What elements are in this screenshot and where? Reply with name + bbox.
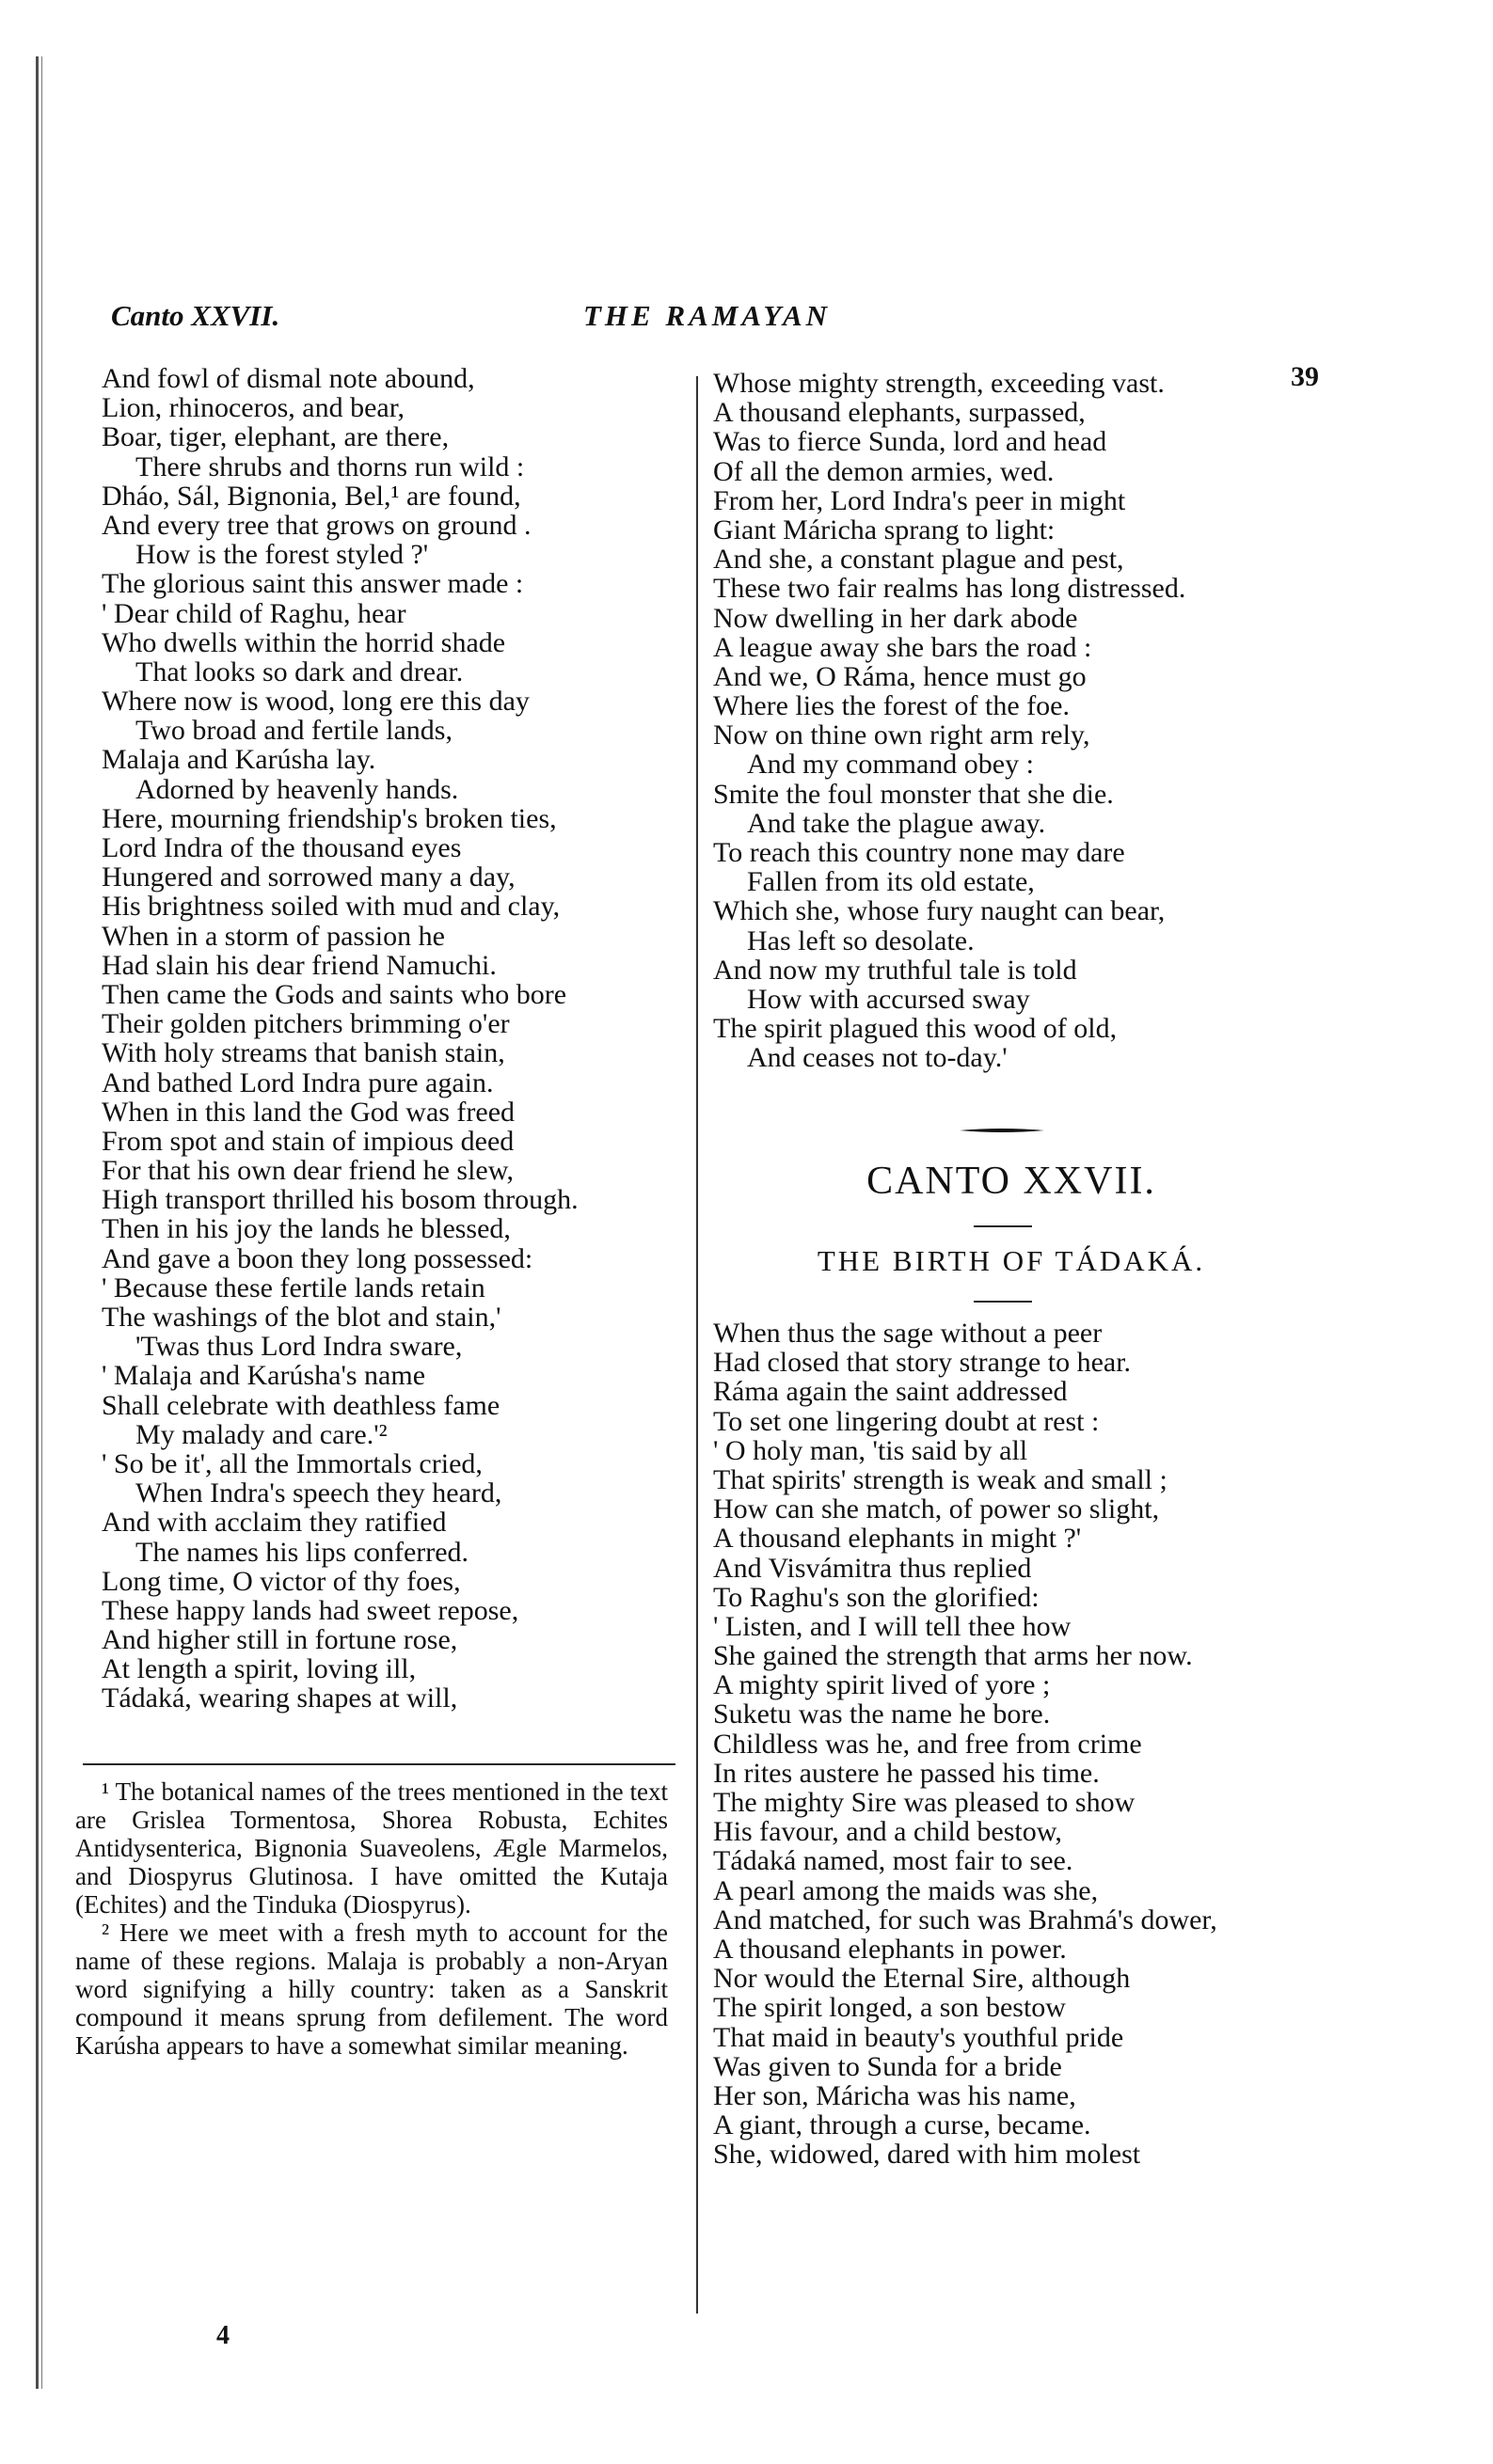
canto-subtitle: THE BIRTH OF TÁDAKÁ. (817, 1244, 1206, 1277)
verse-line: She, widowed, dared with him molest (713, 2139, 1141, 2171)
verse-line: From spot and stain of impious deed (102, 1125, 515, 1157)
verse-line: And higher still in fortune rose, (102, 1624, 458, 1656)
verse-line: Their golden pitchers brimming o'er (102, 1008, 510, 1040)
verse-line: And fowl of dismal note abound, (102, 363, 475, 394)
verse-line: Here, mourning friendship's broken ties, (102, 802, 557, 834)
verse-line: From her, Lord Indra's peer in might (713, 484, 1126, 516)
verse-line: When in a storm of passion he (102, 920, 445, 952)
verse-line: Tádaká named, most fair to see. (713, 1845, 1073, 1877)
verse-line: Which she, whose fury naught can bear, (713, 895, 1166, 927)
verse-line: Malaja and Karúsha lay. (102, 744, 376, 776)
verse-line: Now on thine own right arm rely, (713, 719, 1090, 751)
verse-line: Then in his joy the lands he blessed, (102, 1213, 511, 1245)
verse-line: Whose mighty strength, exceeding vast. (713, 368, 1165, 399)
verse-line: The glorious saint this answer made : (102, 568, 524, 600)
verse-line: Suketu was the name he bore. (713, 1698, 1051, 1730)
verse-line: A league away she bars the road : (713, 631, 1092, 663)
verse-line: 'Twas thus Lord Indra sware, (135, 1331, 463, 1363)
footnote-separator (83, 1763, 675, 1765)
verse-line: Dháo, Sál, Bignonia, Bel,¹ are found, (102, 480, 521, 512)
verse-line: To set one lingering doubt at rest : (713, 1405, 1100, 1437)
verse-line: Adorned by heavenly hands. (135, 773, 459, 805)
verse-line: A giant, through a curse, became. (713, 2109, 1091, 2141)
verse-line: ' Malaja and Karúsha's name (102, 1360, 426, 1392)
verse-line: She gained the strength that arms her now. (713, 1640, 1193, 1672)
verse-line: That maid in beauty's youthful pride (713, 2021, 1124, 2053)
verse-line: ' Dear child of Raghu, hear (102, 597, 406, 629)
verse-line: Ráma again the saint addressed (713, 1376, 1068, 1408)
verse-line: And Visvámitra thus replied (713, 1552, 1032, 1584)
verse-line: Shall celebrate with deathless fame (102, 1389, 500, 1421)
verse-line: When thus the sage without a peer (713, 1318, 1103, 1349)
verse-line: And every tree that grows on ground . (102, 509, 532, 541)
footnote-1: ¹ The botanical names of the trees mentioned in the text are Grislea Tormentosa, Shorea Robusta, Echites Antidysenterica, Bignonia Suaveolens, Ægle Marmelos, and Diospyrus Glutinosa. I have omitted the Kutaja (Echites) and the Tinduka (Diospyrus). (75, 1777, 668, 1919)
verse-line: And take the plague away. (747, 807, 1046, 839)
verse-line: Smite the foul monster that she die. (713, 778, 1114, 810)
verse-line: The spirit longed, a son bestow (713, 1992, 1066, 2024)
verse-line: To Raghu's son the glorified: (713, 1581, 1040, 1613)
right-verse-column-bottom (713, 1319, 1315, 2169)
verse-line: Childless was he, and free from crime (713, 1728, 1142, 1760)
subtitle-rule (974, 1301, 1032, 1303)
verse-line: And we, O Ráma, hence must go (713, 660, 1087, 692)
verse-line: ' O holy man, 'tis said by all (713, 1434, 1028, 1466)
footnotes (75, 1777, 668, 2060)
verse-line: ' Listen, and I will tell thee how (713, 1610, 1072, 1642)
verse-line: A thousand elephants in might ?' (713, 1523, 1082, 1555)
verse-line: And my command obey : (747, 749, 1034, 781)
verse-line: The washings of the blot and stain,' (102, 1302, 501, 1333)
verse-line: Her son, Máricha was his name, (713, 2079, 1076, 2111)
verse-line: In rites austere he passed his time. (713, 1757, 1100, 1789)
verse-line: These happy lands had sweet repose, (102, 1594, 519, 1626)
verse-line: ' Because these fertile lands retain (102, 1271, 485, 1303)
verse-line: Hungered and sorrowed many a day, (102, 861, 516, 893)
verse-line: How with accursed sway (747, 983, 1030, 1015)
verse-line: ' So be it', all the Immortals cried, (102, 1447, 483, 1479)
verse-line: There shrubs and thorns run wild : (135, 450, 525, 482)
column-divider (696, 376, 698, 2314)
verse-line: That spirits' strength is weak and small ; (713, 1463, 1167, 1495)
signature-mark: 4 (216, 2321, 230, 2350)
verse-line: A mighty spirit lived of yore ; (713, 1669, 1051, 1701)
verse-line: When Indra's speech they heard, (135, 1477, 502, 1509)
verse-line: At length a spirit, loving ill, (102, 1653, 417, 1685)
verse-line: With holy streams that banish stain, (102, 1037, 505, 1069)
verse-line: Then came the Gods and saints who bore (102, 978, 567, 1010)
verse-line: His favour, and a child bestow, (713, 1816, 1062, 1848)
verse-line: Boar, tiger, elephant, are there, (102, 421, 450, 453)
verse-line: Nor would the Eternal Sire, although (713, 1963, 1131, 1995)
verse-line: Of all the demon armies, wed. (713, 455, 1055, 487)
verse-line: Two broad and fertile lands, (135, 715, 453, 747)
verse-line: Fallen from its old estate, (747, 866, 1035, 898)
verse-line: Giant Máricha sprang to light: (713, 513, 1056, 545)
ornament-dash (960, 1128, 1044, 1133)
verse-line: Tádaká, wearing shapes at will, (102, 1682, 458, 1714)
verse-line: For that his own dear friend he slew, (102, 1155, 514, 1187)
verse-line: High transport thrilled his bosom through. (102, 1184, 579, 1216)
verse-line: And with acclaim they ratified (102, 1507, 447, 1539)
verse-line: Was to fierce Sunda, lord and head (713, 426, 1107, 458)
verse-line: A thousand elephants in power. (713, 1933, 1067, 1965)
verse-line: The mighty Sire was pleased to show (713, 1787, 1136, 1818)
verse-line: These two fair realms has long distressed. (713, 573, 1186, 605)
verse-line: A thousand elephants, surpassed, (713, 397, 1086, 429)
verse-line: How is the forest styled ?' (135, 539, 429, 571)
running-header-title: THE RAMAYAN (583, 299, 832, 332)
verse-line: And now my truthful tale is told (713, 954, 1077, 986)
verse-line: Had slain his dear friend Namuchi. (102, 949, 497, 981)
verse-line: His brightness soiled with mud and clay, (102, 891, 561, 923)
page-number: 39 (1291, 361, 1319, 392)
verse-line: Was given to Sunda for a bride (713, 2050, 1062, 2082)
verse-line: Has left so desolate. (747, 924, 975, 956)
verse-line: Long time, O victor of thy foes, (102, 1565, 461, 1597)
book-binding-edge (36, 56, 45, 2389)
verse-line: Where now is wood, long ere this day (102, 686, 530, 718)
verse-line: And matched, for such was Brahmá's dower, (713, 1903, 1217, 1935)
verse-line: Where lies the forest of the foe. (713, 690, 1070, 722)
verse-line: Had closed that story strange to hear. (713, 1347, 1132, 1379)
verse-line: To reach this country none may dare (713, 837, 1125, 868)
verse-line: Lion, rhinoceros, and bear, (102, 392, 405, 424)
verse-line: How can she match, of power so slight, (713, 1493, 1160, 1525)
footnote-2: ² Here we meet with a fresh myth to account for the name of these regions. Malaja is probably a non-Aryan word signifying a hilly country: taken as a Sanskrit compound it means sprung from defilement. The word Karúsha appears to have a somewhat similar meaning. (75, 1919, 668, 2060)
title-rule (974, 1225, 1032, 1227)
left-verse-column (102, 364, 680, 1714)
verse-line: The names his lips conferred. (135, 1536, 469, 1568)
verse-line: And she, a constant plague and pest, (713, 544, 1124, 576)
verse-line: And gave a boon they long possessed: (102, 1242, 533, 1274)
canto-title: CANTO XXVII. (866, 1160, 1156, 1203)
verse-line: Now dwelling in her dark abode (713, 602, 1078, 634)
verse-line: And ceases not to-day.' (747, 1042, 1008, 1074)
verse-line: And bathed Lord Indra pure again. (102, 1066, 494, 1098)
running-header-canto: Canto XXVII. (111, 299, 280, 332)
verse-line: When in this land the God was freed (102, 1096, 516, 1128)
verse-line: My malady and care.'² (135, 1418, 388, 1450)
verse-line: Who dwells within the horrid shade (102, 626, 506, 658)
verse-line: Lord Indra of the thousand eyes (102, 832, 462, 863)
right-verse-column-top (713, 369, 1315, 1073)
verse-line: The spirit plagued this wood of old, (713, 1013, 1118, 1045)
verse-line: A pearl among the maids was she, (713, 1874, 1099, 1906)
verse-line: That looks so dark and drear. (135, 655, 464, 687)
